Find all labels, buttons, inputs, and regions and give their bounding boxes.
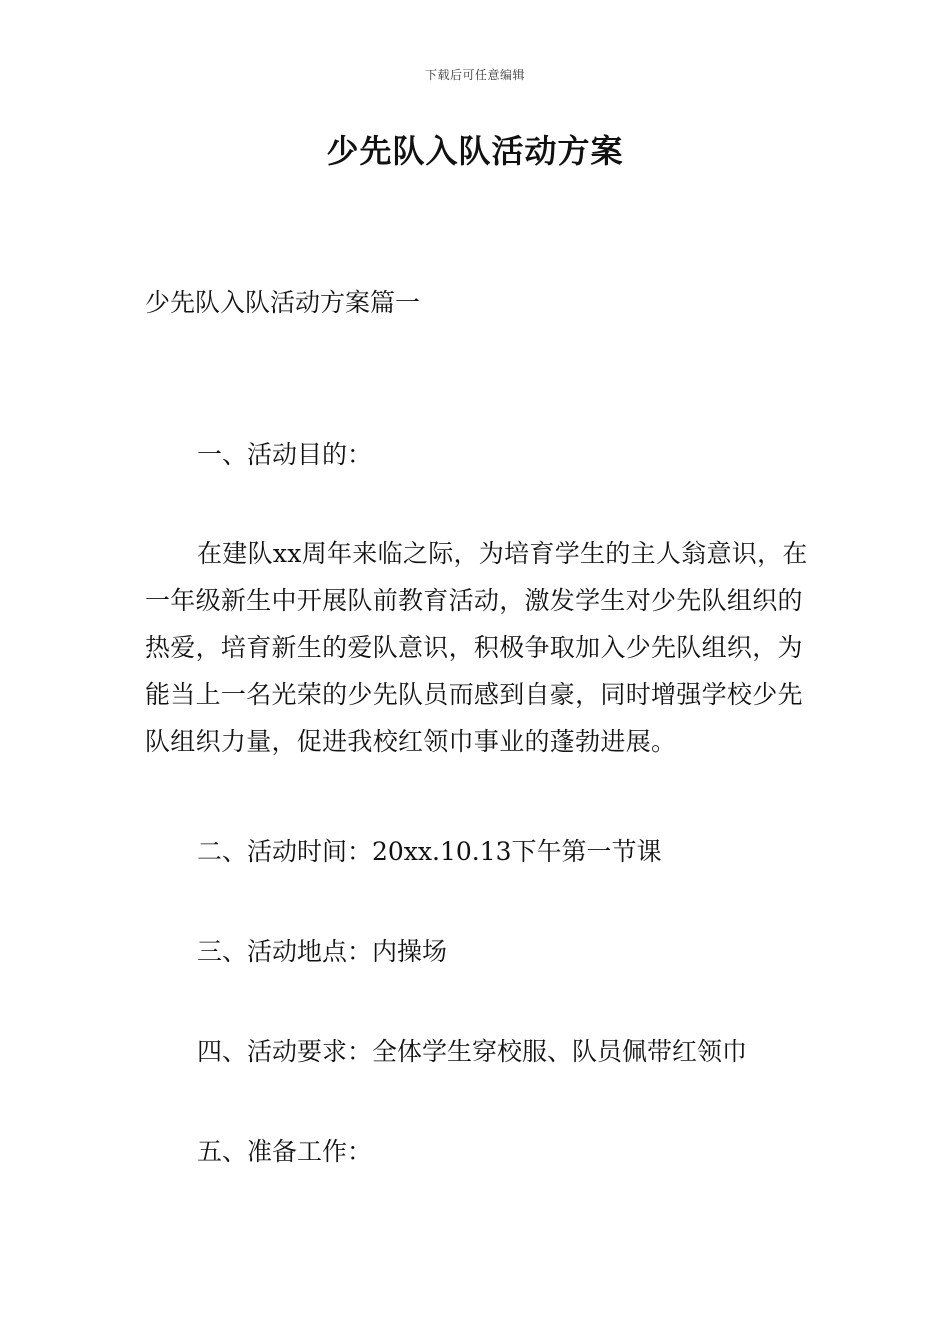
section-title: 少先队入队活动方案篇一 [145,288,421,317]
activity-time: 二、活动时间：20xx.10.13下午第一节课 [197,837,662,866]
purpose-paragraph: 在建队xx周年来临之际，为培育学生的主人翁意识，在一年级新生中开展队前教育活动，激发学生对少先队组织的热爱，培育新生的爱队意识，积极争取加入少先队组织，为能当上一名光荣的少先队员而感到自豪，同时增强学校少先队组织力量，促进我校红领巾事业的蓬勃进展。 [145,539,808,756]
purpose-heading: 一、活动目的： [197,440,373,469]
preparation-heading: 五、准备工作： [197,1137,373,1166]
document-title: 少先队入队活动方案 [326,132,624,170]
activity-place: 三、活动地点：内操场 [197,937,448,966]
header-note: 下载后可任意编辑 [424,68,525,82]
activity-requirements: 四、活动要求：全体学生穿校服、队员佩带红领巾 [197,1037,748,1066]
